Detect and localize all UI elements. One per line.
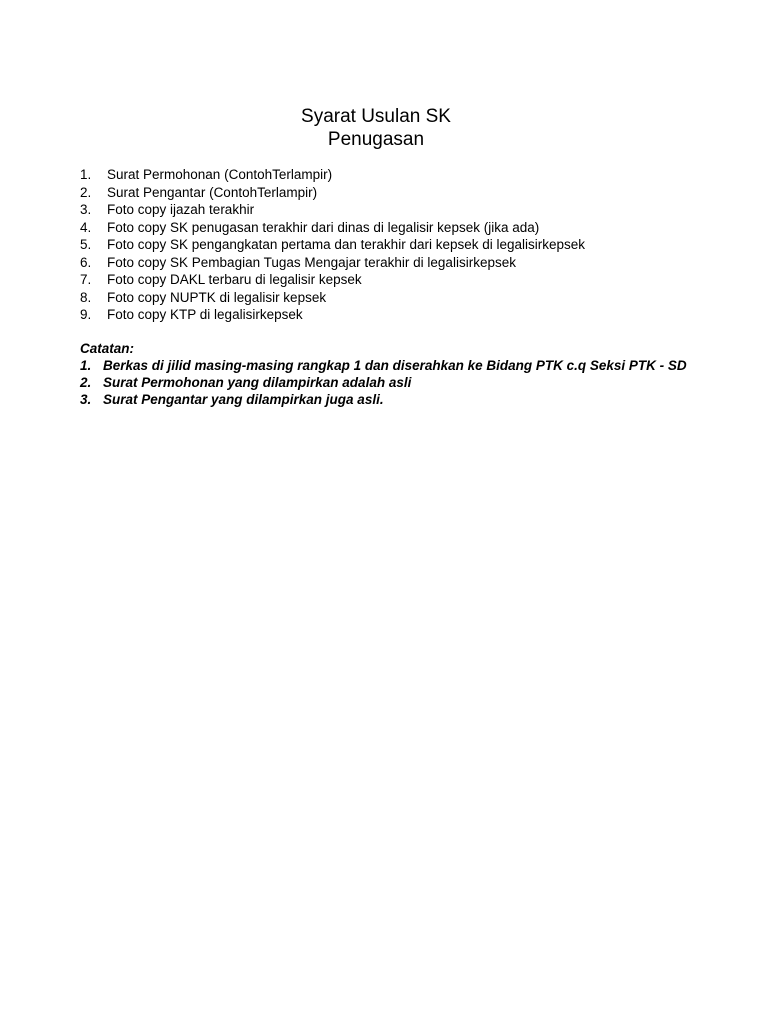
requirement-item — [80, 236, 720, 254]
requirement-item — [80, 289, 720, 307]
requirement-text: Surat Permohonan (ContohTerlampir) — [107, 167, 333, 182]
note-text: Berkas di jilid masing-masing rangkap 1 dan diserahkan ke Bidang PTK c.q Seksi PTK - SD — [103, 358, 687, 373]
requirement-number: 5. — [80, 237, 92, 252]
requirement-number: 9. — [80, 307, 92, 322]
requirement-number: 4. — [80, 219, 92, 235]
requirement-item — [80, 166, 720, 184]
requirement-text: Foto copy SK pengangkatan pertama dan terakhir dari kepsek di legalisirkepsek — [107, 237, 586, 252]
note-text: Surat Pengantar yang dilampirkan juga asli. — [103, 392, 384, 407]
note-item — [80, 357, 698, 374]
requirement-text: Foto copy SK penugasan terakhir dari dinas di legalisir kepsek (jika ada) — [107, 219, 540, 235]
title-line-2: Penugasan — [327, 129, 425, 150]
requirement-item — [80, 306, 720, 324]
requirement-item — [80, 219, 720, 237]
requirement-text: Foto copy ijazah terakhir — [107, 202, 255, 217]
title-line-1: Syarat Usulan SK — [301, 106, 451, 127]
notes-list — [80, 357, 698, 408]
requirement-text: Surat Pengantar (ContohTerlampir) — [107, 184, 318, 200]
requirement-number: 2. — [80, 184, 92, 200]
requirement-item — [80, 184, 720, 202]
note-item — [80, 391, 698, 408]
notes-heading: Catatan: — [80, 341, 135, 356]
note-item — [80, 374, 698, 391]
notes-section — [80, 340, 698, 408]
requirement-text: Foto copy DAKL terbaru di legalisir kepsek — [107, 272, 362, 287]
requirements-list — [80, 166, 720, 324]
requirement-number: 7. — [80, 272, 92, 287]
note-number: 1. — [80, 358, 92, 373]
note-text: Surat Permohonan yang dilampirkan adalah asli — [103, 375, 412, 390]
requirement-number: 8. — [80, 289, 92, 305]
requirement-item — [80, 271, 720, 289]
document-title — [0, 105, 752, 151]
requirement-number: 3. — [80, 202, 92, 217]
requirement-item — [80, 201, 720, 219]
note-number: 2. — [80, 375, 92, 390]
requirement-item — [80, 254, 720, 272]
requirement-number: 1. — [80, 167, 92, 182]
requirement-text: Foto copy KTP di legalisirkepsek — [107, 307, 303, 322]
requirement-text: Foto copy SK Pembagian Tugas Mengajar terakhir di legalisirkepsek — [107, 254, 516, 270]
note-number: 3. — [80, 392, 92, 407]
requirement-number: 6. — [80, 254, 92, 270]
requirement-text: Foto copy NUPTK di legalisir kepsek — [107, 289, 327, 305]
